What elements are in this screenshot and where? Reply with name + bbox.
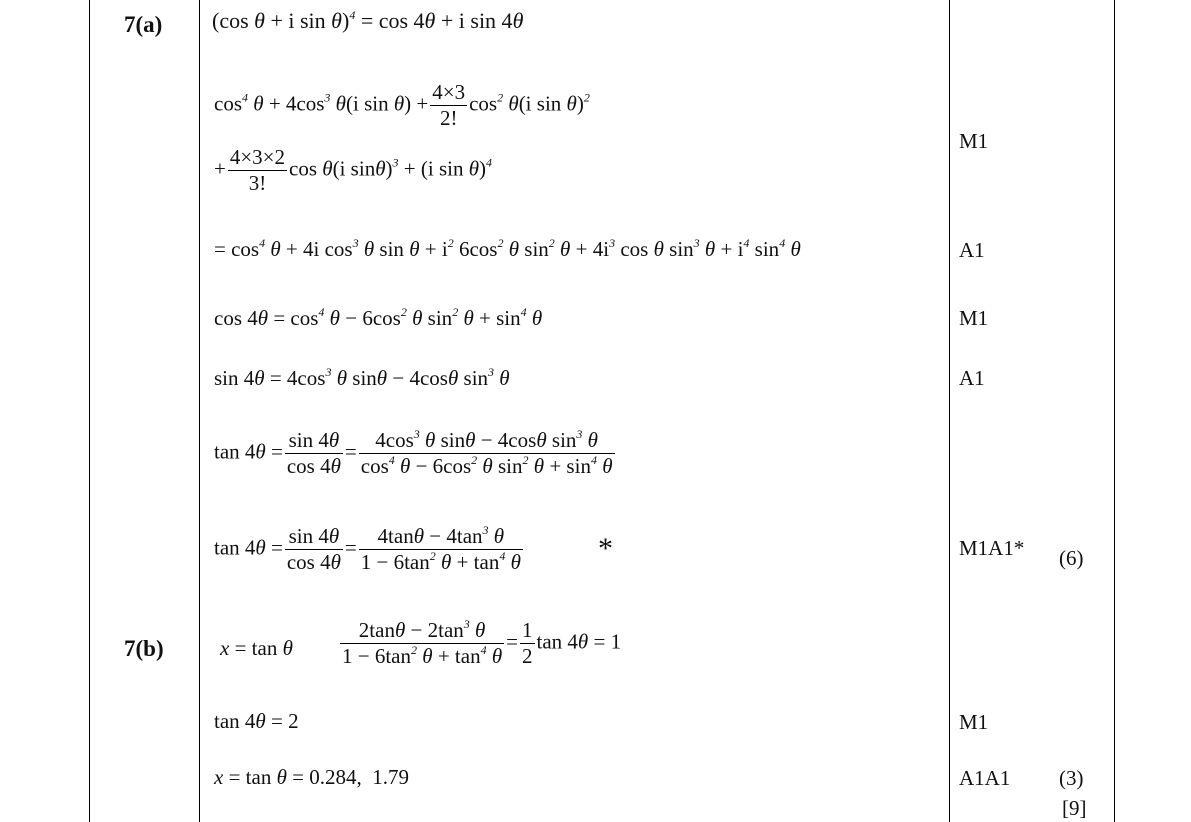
working-line-substitution: x = tan θ: [220, 636, 293, 660]
subtotal-b: (3): [1059, 766, 1084, 790]
mark-b-2: A1A1: [959, 766, 1011, 790]
table-divider-marks: [949, 0, 950, 822]
working-line-de-moivre: (cos θ + i sin θ)$^4$ = cos 4θ + i sin 4θ: [212, 8, 524, 33]
question-total: [9]: [1062, 796, 1087, 820]
table-right-border: [1114, 0, 1115, 822]
working-line-expansion: = $\cos^4 \theta + 4i$ $\cos^3 \theta$ $\sin \theta + i^2$ $6\cos^2$ θ $\sin^2 \theta + 4i^3$ cos θ $\sin^3 \theta + i^4$ $\sin^4 \theta$: [214, 236, 801, 261]
working-line-tan4theta-sincos: tan 4θ = $\frac{\sin 4\theta}{\cos 4\theta}$ = $\frac{4\cos^3 \theta \sin\theta - 4\cos\theta \sin^3 \theta}{\cos^4 \theta - 6\cos^2 \theta \sin^2 \theta + \sin^4 \theta}$: [214, 427, 613, 478]
working-line-sin4theta: $\sin 4\theta = 4\cos^3$ θ sinθ − 4cosθ $\sin^3 \theta$: [214, 365, 510, 390]
mark-a-4: A1: [959, 366, 985, 390]
working-line-tan4theta-value: tan 4θ = 2: [214, 709, 299, 733]
given-result-star: *: [598, 532, 613, 565]
question-label-7a: 7(a): [124, 12, 163, 37]
working-line-tan4theta-result: tan 4θ = $\frac{\sin 4\theta}{\cos 4\theta}$ = $\frac{4\tan\theta - 4\tan^3 \theta}{1 - 6\tan^2 \theta + \tan^4 \theta}$: [214, 523, 521, 574]
working-line-binomial-2: + $\frac{4\times 3\times 2}{3!}$ cos θ(i sinθ)$^3$ + (i sin θ)$^4$: [214, 145, 493, 195]
working-line-binomial-1: $\cos^4 \theta + 4\cos^3$ θ(i sin θ) + $\frac{4\times 3}{2!}$ $\cos^2 \theta(i$ sin θ)$^2$: [214, 80, 590, 130]
mark-a-1: M1: [959, 129, 989, 153]
subtotal-a: (6): [1059, 546, 1084, 570]
mark-b-1: M1: [959, 710, 989, 734]
table-divider-question: [199, 0, 200, 822]
working-line-equation: $\frac{2\tan\theta - 2\tan^3 \theta}{1 - 6\tan^2 \theta + \tan^4 \theta}$ = $\frac{1}{2}$ tan 4θ = 1: [342, 617, 622, 668]
table-left-border: [89, 0, 90, 822]
working-line-solution: x = tan θ = 0.284, 1.79: [214, 765, 409, 789]
question-label-7b: 7(b): [124, 636, 164, 661]
working-line-cos4theta: $\cos 4\theta = \cos^4 \theta - 6\cos^2$ θ $\sin^2 \theta + \sin^4 \theta$: [214, 305, 543, 330]
mark-a-2: A1: [959, 238, 985, 262]
mark-a-3: M1: [959, 306, 989, 330]
mark-a-5: M1A1*: [959, 536, 1025, 560]
